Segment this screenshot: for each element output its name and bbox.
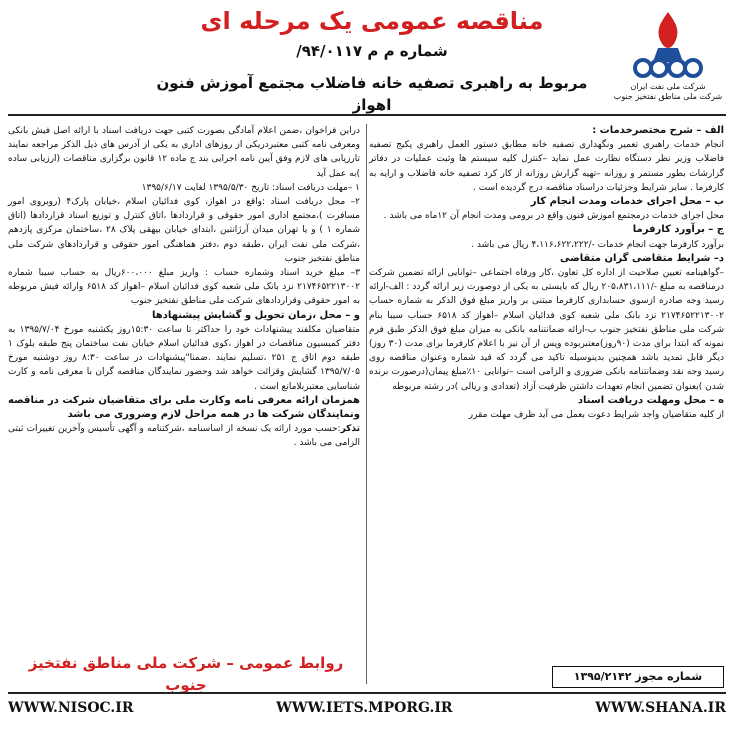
- nioc-flame-logo-icon: [623, 8, 713, 82]
- right-column: [369, 124, 724, 684]
- url-link[interactable]: WWW.NISOC.IR: [8, 700, 134, 716]
- section-text: برآورد کارفرما جهت انجام خدمات -/۴،۱۱۶،۶۲۲،۲۲۲ ریال می باشد .: [471, 239, 724, 250]
- section-text: انجام خدمات راهبری تعمیر ونگهداری تصفیه خانه مطابق دستور العمل راهبری پکیج تصفیه فاضلاب وزیر نظر دستگاه نظارت عمل نماید –کنترل کلیه سیستم ها وثبت عملیات در دفاتر گزارشات بطور مستمر و روزانه –تهیه گزارش روزانه از کار کرد تصفیه خانه فاضلاب و ارایه به کارفرما . سایر شرایط وجزئیات دراسناد مناقصه درج گردیده است .: [369, 140, 724, 193]
- intro-text: دراین فراخوان ،ضمن اعلام آمادگی بصورت کتبی جهت دریافت اسناد با ارائه اصل فیش بانکی ومعرفی نامه کتبی معتبردریکی از روزهای اداری به یکی از آدرس های ذیل الذکر مراجعه نمایند تارزیابی های لازم وفق آیین نامه اجرایی بند ج ماده ۱۲ قانون برگزاری مناقصات (ارزیابی ساده )به عمل آید: [8, 126, 360, 179]
- logo-caption-2: شرکت ملی مناطق نفتخیز جنوب: [613, 92, 723, 101]
- bold-note: همزمان ارائه معرفی نامه وکارت ملی برای متقاضیان شرکت در مناقصه ونمایندگان شرکت ها در همه مراحل لازم وضروری می باشد: [8, 394, 360, 421]
- section-heading: ب – محل اجرای خدمات ومدت انجام کار: [530, 196, 724, 208]
- top-divider: [8, 114, 726, 116]
- notice-title: مناقصه عمومی یک مرحله ای: [200, 7, 544, 35]
- reminder-label: تذکر: [340, 424, 360, 435]
- section-heading: ج – برآورد کارفرما: [632, 224, 724, 236]
- list-item: ۳– مبلغ خرید اسناد وشماره حساب : واریز مبلغ ۶۰۰،۰۰۰ریال به حساب سیبا شماره ۲۱۷۴۶۵۲۲۱۳۰۰۲ نزد بانک ملی شعبه کوی فدائیان اسلام –اهواز کد ۶۵۱۸ وارائه فیش مربوطه به امور حقوقی وقراردادهای شرکت ملی مناطق نفتخیز جنوب: [8, 268, 360, 307]
- bottom-divider: [8, 692, 726, 694]
- section-text: –گواهینامه تعیین صلاحیت از اداره کل تعاون ،کار ورفاه اجتماعی –توانایی ارائه تضمین شرکت درمناقصه به مبلغ -/۲۰۵،۸۳۱،۱۱۱ ریال که بایستی به یکی از دوصورت زیر ارائه گردد : الف-ارائه رسید وجه صادره ازسوی حسابداری کارفرما مبتنی بر واریز مبلغ فوق الذکر به شماره حساب ۲۱۷۴۶۵۲۲۱۳۰۰۲ نزد بانک ملی شعبه کوی فدائیان اسلام –اهواز کد ۶۵۱۸ حساب سیبا بنام شرکت ملی مناطق نفتخیز جنوب ب-ارائه ضمانتنامه بانکی به میزان مبلغ فوق الذکر طبق فرم نمونه که ابتدا برای مدت (۹۰روز)معتبربوده وپس از آن نیز با اعلام کارفرما برای مدت (۳۰ روز) دیگر قابل تمدید باشد همچنین بدینوسیله تاکید می گردد که قید شماره وعنوان مناقصه روی رسید وجه نقد وضمانتنامه بانکی ضروری و الزامی است –توانایی ۱۰٪مبلغ پیمان(درصورت برنده شدن )بعنوان تضمین انجام تعهدات داشتن ظرفیت آزاد (تعدادی و ریالی )در رشته مربوطه: [369, 268, 725, 392]
- company-logo: [608, 8, 728, 108]
- url-link[interactable]: WWW.IETS.MPORG.IR: [276, 700, 453, 716]
- permit-number: شماره مجوز ۱۳۹۵/۲۱۴۲: [552, 666, 724, 688]
- section-heading: الف – شرح مختصرخدمات :: [592, 125, 724, 136]
- notice-subject: مربوط به راهبری تصفیه خانه فاضلاب مجتمع آموزش فنون اهواز: [156, 74, 588, 114]
- reminder-text: :حسب مورد ارائه یک نسخه از اساسنامه ،شرکتنامه و آگهی تأسیس وآخرین تغییرات ثبتی الزامی می باشد .: [8, 424, 360, 449]
- url-link[interactable]: WWW.SHANA.IR: [595, 700, 726, 716]
- section-text: از کلیه متقاضیان واجد شرایط دعوت بعمل می آید ظرف مهلت مقرر: [468, 410, 724, 421]
- header: [0, 0, 734, 115]
- section-heading: و – محل ،زمان تحویل و گشایش پیشنهادها: [152, 309, 360, 321]
- signature: روابط عمومی – شرکت ملی مناطق نفتخیز جنوب: [28, 654, 344, 694]
- section-text: متقاضیان مکلفند پیشنهادات خود را حداکثر تا ساعت ۱۵:۳۰روز یکشنبه مورخ ۱۳۹۵/۷/۰۴ به دفتر کمیسیون مناقصات در اهواز ،کوی فدائیان اسلام خیابان نفت ساختمان پنج طبقه بلوک ۱ طبقه دوم اتاق ج ۲۵۱ ،تسلیم نمایند .ضمنا"پیشنهادات در ساعت ۸:۳۰ روز دوشنبه مورخ ۱۳۹۵/۷/۰۵ گشایش وقرائت خواهد شد وحضور نمایندگان مناقصه گران با معرفی نامه و کارت شناسایی معتبربلامانع است .: [8, 324, 361, 392]
- logo-caption-1: شرکت ملی نفت ایران: [630, 82, 706, 91]
- notice-number: شماره م م ۹۴/۰۱۱۷/: [296, 42, 448, 60]
- section-heading: ه – محل ومهلت دریافت اسناد: [577, 394, 724, 406]
- list-item: ۲– محل دریافت اسناد :واقع در اهواز، کوی فدائیان اسلام ،خیابان پارک۴ (روبروی امور مسافرت )،مجتمع اداری امور حقوقی و قراردادها ،اتاق کنترل و توزیع اسناد قراردادها (اتاق شماره ۱ ) و یا تهران میدان آرژانتین ،ابتدای خیابان بیهقی پلاک ۲۸ ،ساختمان مرکزی پازدهم ،شرکت ملی نفت ایران ،طبقه دوم ،دفتر هماهنگی امور حقوقی و قراردادهای شرکت ملی مناطق نفتخیز جنوب: [8, 197, 361, 264]
- section-heading: د– شرایط متقاضی گران متقاضی: [559, 252, 724, 264]
- list-item: ۱ –مهلت دریافت اسناد: تاریخ ۱۳۹۵/۵/۳۰ لغایت ۱۳۹۵/۶/۱۷: [141, 182, 360, 193]
- column-divider: [366, 124, 367, 684]
- reminder: [8, 422, 360, 450]
- footer-urls: [8, 700, 726, 724]
- left-column: [8, 124, 360, 644]
- section-text: محل اجرای خدمات درمجتمع اموزش فنون واقع در برومی ومدت انجام آن ۱۲ماه می باشد .: [383, 211, 724, 222]
